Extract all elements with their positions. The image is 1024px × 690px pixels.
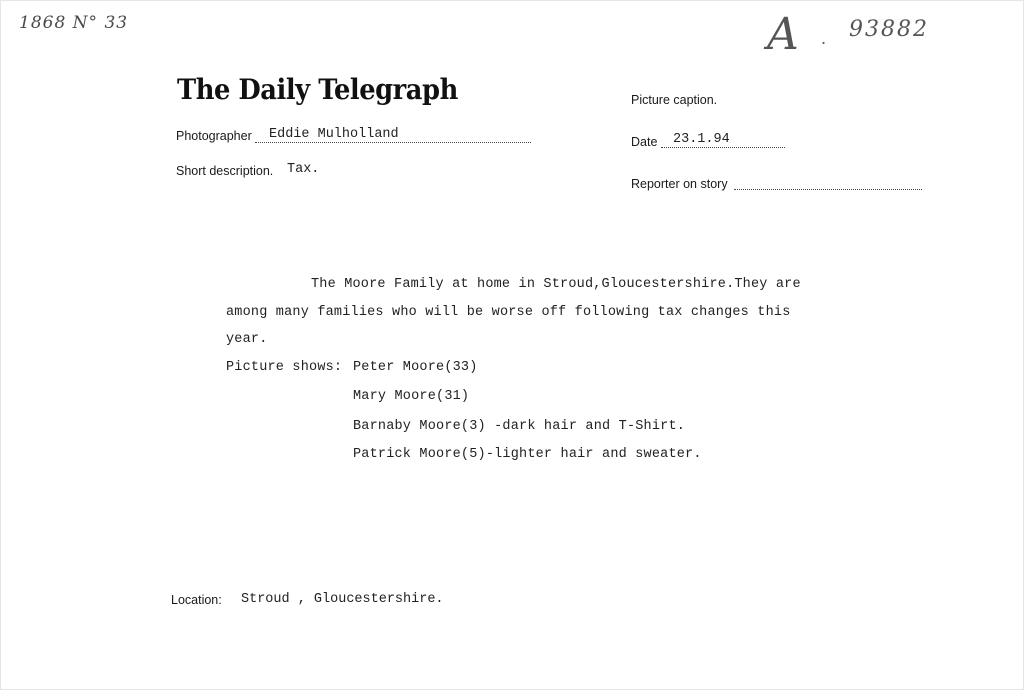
photographer-label: Photographer (176, 129, 252, 143)
caption-line-1: The Moore Family at home in Stroud,Gloucestershire.They are (311, 277, 801, 292)
short-description-value: Tax. (287, 162, 320, 177)
archive-number-handwritten: 1868 N° 33 (19, 13, 129, 33)
corner-dot-handwritten: . (821, 29, 828, 48)
picture-caption-label: Picture caption. (631, 93, 718, 107)
short-description-label: Short description. (176, 164, 274, 178)
photographer-dotted-line (255, 142, 531, 143)
caption-line-2: among many families who will be worse off following tax changes this (226, 305, 791, 320)
corner-letter-handwritten: A (767, 9, 800, 60)
caption-line-3: year. (226, 332, 268, 347)
corner-number-handwritten: 93882 (849, 17, 929, 42)
photographer-value: Eddie Mulholland (269, 127, 399, 142)
picture-shows-label: Picture shows: (226, 360, 343, 375)
newspaper-masthead: The Daily Telegraph (177, 73, 458, 106)
location-label: Location: (171, 593, 222, 607)
person-mary: Mary Moore(31) (353, 389, 470, 404)
date-dotted-line (661, 147, 785, 148)
person-peter: Peter Moore(33) (353, 360, 478, 375)
person-barnaby: Barnaby Moore(3) -dark hair and T-Shirt. (353, 419, 686, 434)
reporter-dotted-line (734, 189, 922, 190)
date-value: 23.1.94 (673, 132, 730, 147)
date-label: Date (631, 135, 658, 149)
reporter-label: Reporter on story (631, 177, 728, 191)
location-value: Stroud , Gloucestershire. (241, 592, 444, 607)
person-patrick: Patrick Moore(5)-lighter hair and sweater. (353, 447, 702, 462)
